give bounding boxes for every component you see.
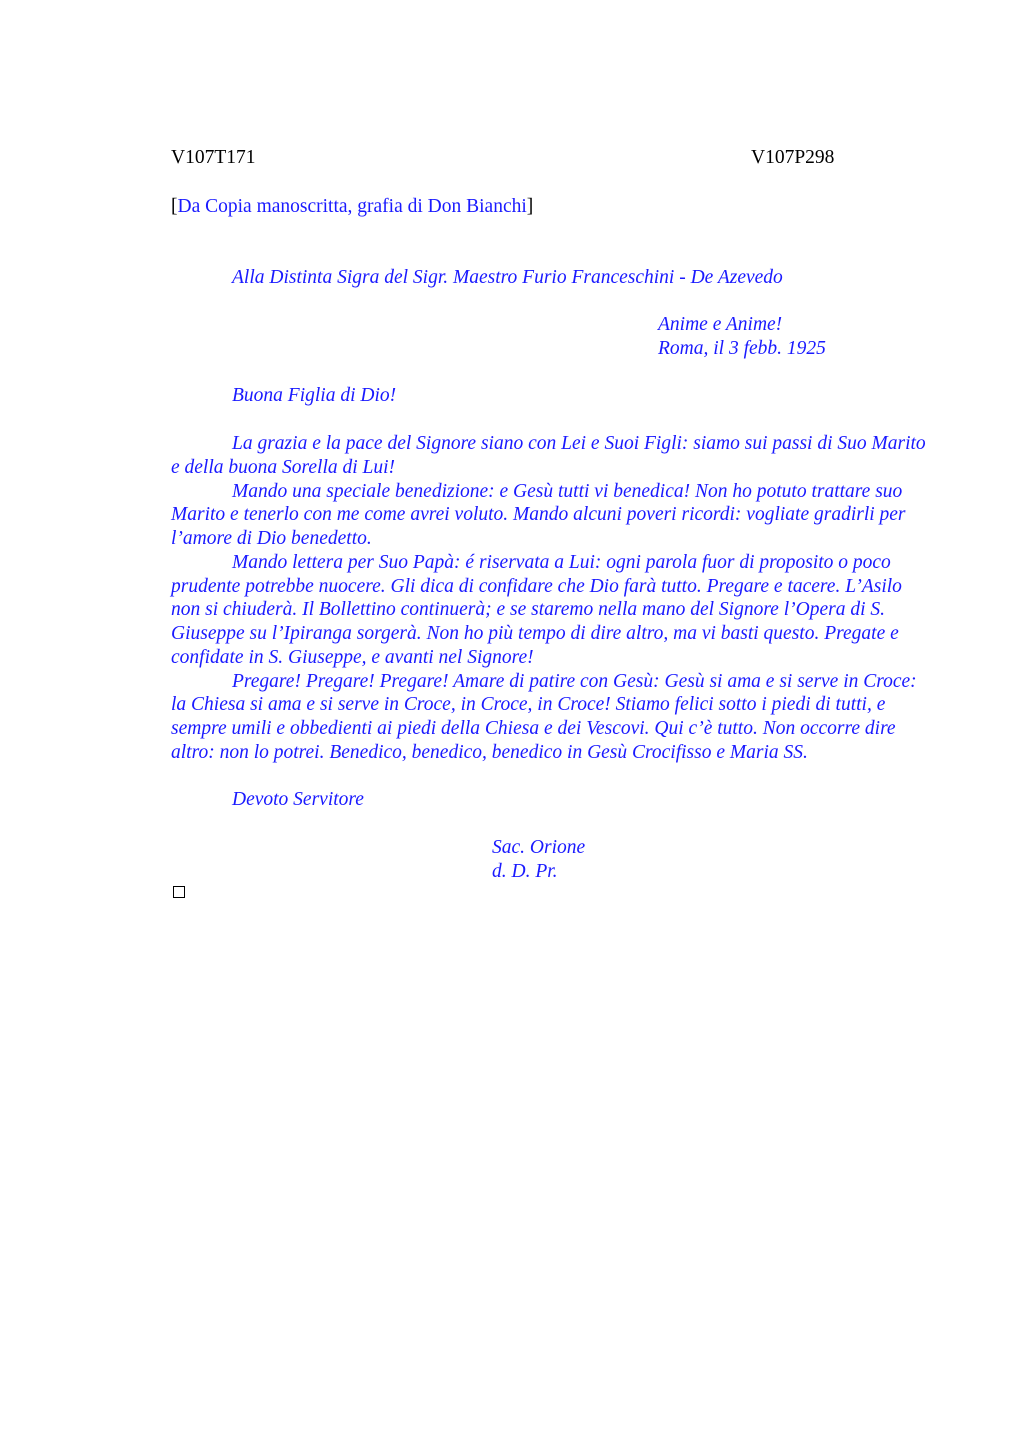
letter-motto: Anime e Anime!	[658, 314, 783, 335]
source-note-close-bracket: ]	[526, 196, 534, 217]
document-code-right: V107P298	[751, 147, 835, 168]
end-of-document-box-icon	[173, 886, 185, 898]
letter-addressee: Alla Distinta Sigra del Sigr. Maestro Furio Franceschini - De Azevedo	[232, 267, 783, 288]
document-code-left: V107T171	[171, 147, 256, 168]
letter-paragraph-1: La grazia e la pace del Signore siano con Lei e Suoi Figli: siamo sui passi di Suo Marito e della buona Sorella di Lui!	[171, 433, 926, 478]
letter-closing: Devoto Servitore	[232, 789, 364, 810]
letter-paragraph-4: Pregare! Pregare! Pregare! Amare di patire con Gesù: Gesù si ama e si serve in Croce: la Chiesa si ama e si serve in Croce, in Croce, in Croce! Stiamo felici sotto i piedi di tutti, e sempre umili e obbedienti ai piedi della Chiesa e dei Vescovi. Qui c’è tutto. Non occorre dire altro: non lo potrei. Benedico, benedico, benedico in Gesù Crocifisso e Maria SS.	[171, 670, 917, 763]
letter-paragraph-3: Mando lettera per Suo Papà: é riservata a Lui: ogni parola fuor di proposito o poco prudente potrebbe nuocere. Gli dica di confidare che Dio farà tutto. Pregare e tacere. L’Asilo non si chiuderà. Il Bollettino continuerà; e se staremo nella mano del Signore l’Opera di S. Giuseppe su l’Ipiranga sorgerà. Non ho più tempo di dire altro, ma vi basti questo. Pregate e confidate in S. Giuseppe, e avanti nel Signore!	[171, 551, 902, 668]
signature-title: d. D. Pr.	[492, 861, 558, 882]
letter-salutation: Buona Figlia di Dio!	[232, 385, 397, 406]
source-note	[171, 195, 533, 219]
source-note-text: Da Copia manoscritta, grafia di Don Bianchi	[177, 196, 527, 217]
source-note-open-bracket: [	[171, 196, 178, 217]
letter-place-date: Roma, il 3 febb. 1925	[658, 338, 826, 359]
letter-paragraph-2: Mando una speciale benedizione: e Gesù tutti vi benedica! Non ho potuto trattare suo Marito e tenerlo con me come avrei voluto. Mando alcuni poveri ricordi: vogliate gradirli per l’amore di Dio benedetto.	[171, 480, 906, 549]
letter-body	[171, 432, 931, 765]
document-page	[171, 0, 931, 1450]
signature-name: Sac. Orione	[492, 837, 586, 858]
